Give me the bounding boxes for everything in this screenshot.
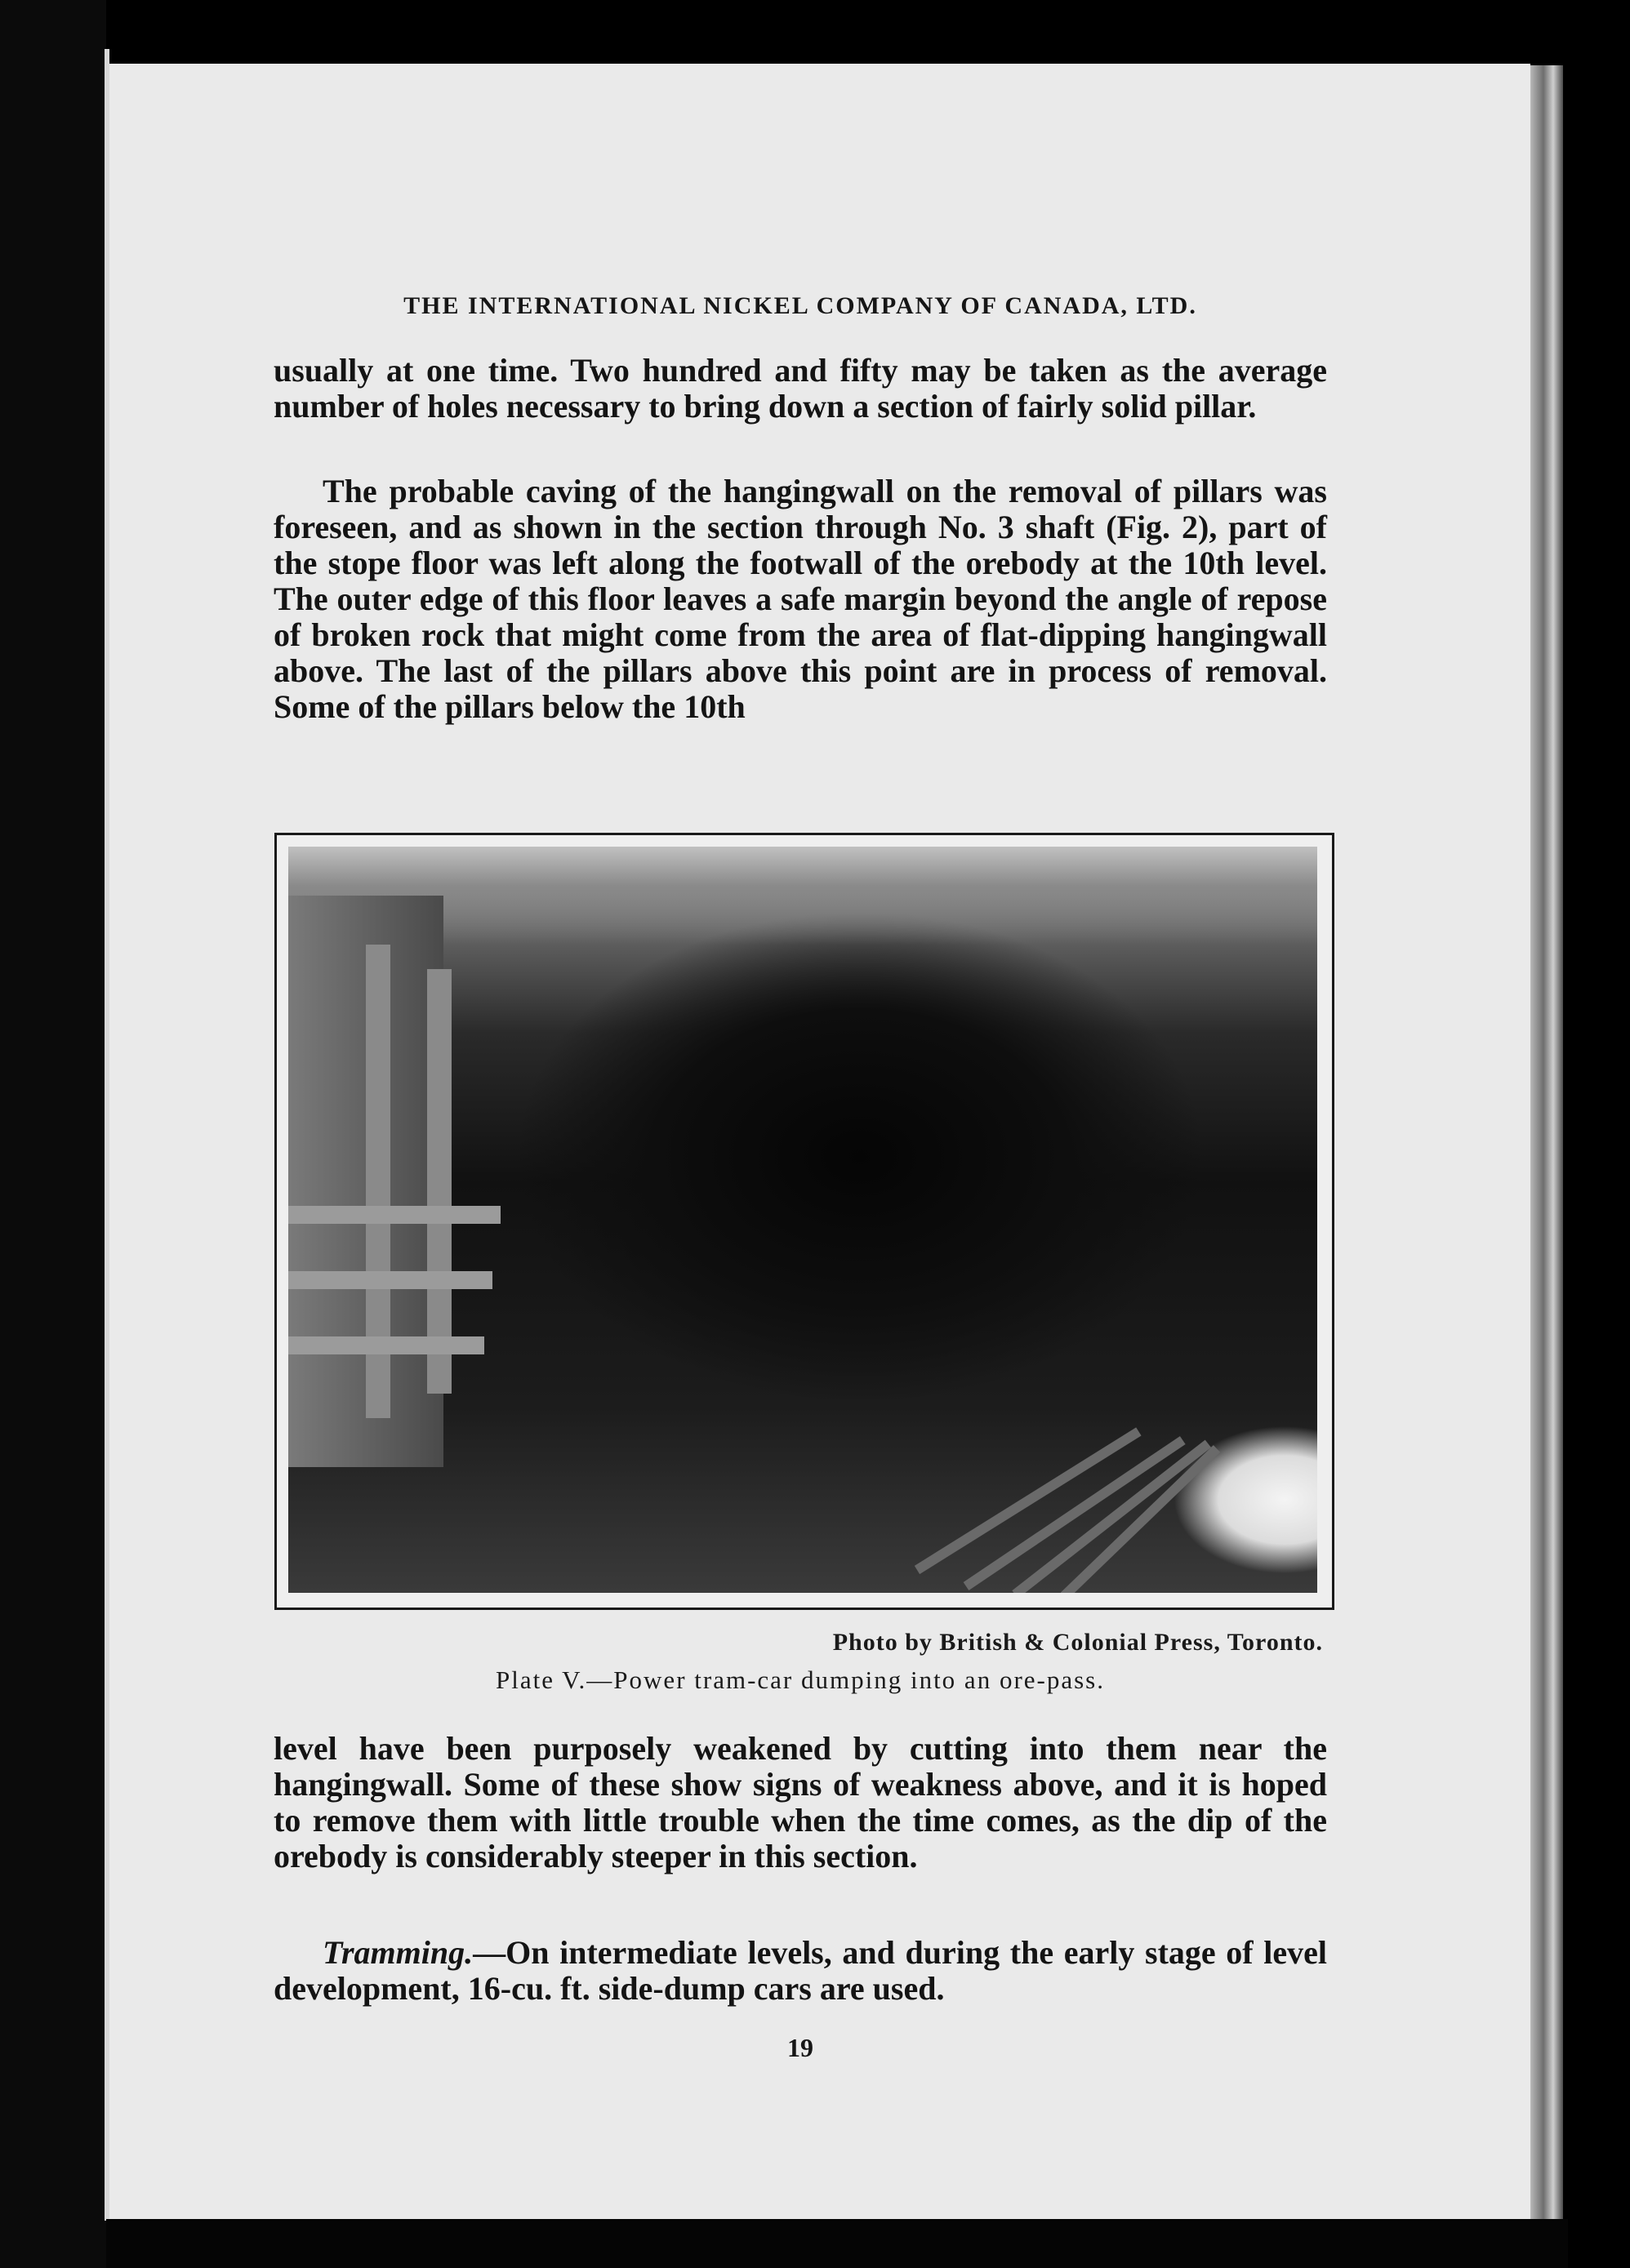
paragraph-4	[274, 1935, 1327, 2007]
photo-timber-beam	[288, 1336, 484, 1354]
photo-timber-beam	[288, 1206, 501, 1224]
photo-timber-post	[427, 969, 452, 1394]
photo-credit: Photo by British & Colonial Press, Toronto.	[832, 1629, 1323, 1656]
paragraph-2-text: The probable caving of the hangingwall on the removal of pillars was foreseen, and as shown in the section through No. 3 shaft (Fig. 2), part of the stope floor was left along the footwall of the orebody at the 10th level. The outer edge of this floor leaves a safe margin beyond the angle of repose of broken rock that might come from the area of flat-dipping hangingwall above. The last of the pillars above this point are in process of removal. Some of the pillars below the 10th	[274, 473, 1327, 725]
paragraph-3	[274, 1731, 1327, 1874]
section-heading-tramming: Tramming.	[323, 1934, 474, 1971]
running-head: THE INTERNATIONAL NICKEL COMPANY OF CANADA, LTD.	[403, 292, 1197, 319]
left-margin	[0, 0, 106, 2268]
photo-track-rail	[1012, 1440, 1211, 1593]
plate-caption: Plate V.—Power tram-car dumping into an ore-pass.	[495, 1665, 1105, 1694]
paragraph-1-text: usually at one time. Two hundred and fifty may be taken as the average number of holes necessary to bring down a section of fairly solid pillar.	[274, 352, 1327, 425]
paragraph-4-body: —On intermediate levels, and during the early stage of level development, 16-cu. ft. side-dump cars are used.	[274, 1934, 1327, 2007]
paragraph-1	[274, 353, 1327, 425]
paragraph-3-text: level have been purposely weakened by cutting into them near the hangingwall. Some of these show signs of weakness above, and it is hoped to remove them with little trouble when the time comes, as the dip of the orebody is considerably steeper in this section.	[274, 1730, 1327, 1874]
page-number: 19	[787, 2033, 813, 2062]
bottom-margin	[106, 2219, 1568, 2268]
plate-photo-frame	[274, 833, 1334, 1610]
book-binding	[1530, 65, 1563, 2221]
photo-timber-beam	[288, 1271, 492, 1289]
paragraph-2	[274, 474, 1327, 725]
paragraph-4-text	[274, 1935, 1327, 2007]
plate-photo	[288, 847, 1317, 1593]
